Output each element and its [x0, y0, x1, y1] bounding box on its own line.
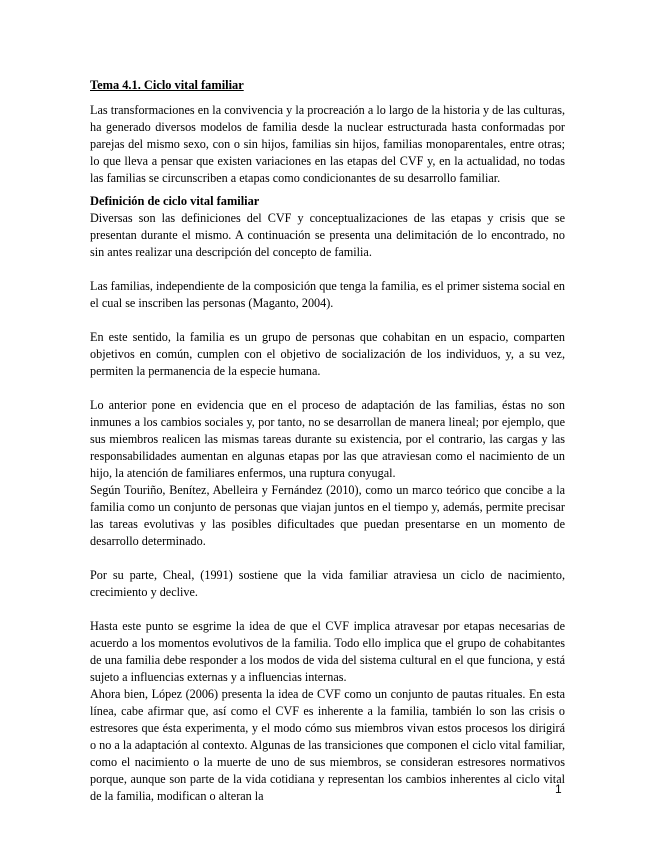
- paragraph: Lo anterior pone en evidencia que en el proceso de adaptación de las familias, éstas no son inmunes a los cambios sociales y, por tanto, no se desarrollan de manera lineal; por ejemplo, que sus miembros realicen las mismas tareas durante su existencia, por el contrario, las cargas y las responsabilidades aumentan en algunas etapas por las que atraviesan como el nacimiento de un hijo, la atención de familiares enfermos, una ruptura conyugal.: [90, 398, 565, 480]
- page-title: Tema 4.1. Ciclo vital familiar: [90, 78, 244, 92]
- paragraph: En este sentido, la familia es un grupo de personas que cohabitan en un espacio, comparten objetivos en común, cumplen con el objetivo de socialización de los individuos, y, a su vez, permiten la permanencia de la especie humana.: [90, 330, 565, 378]
- paragraph: Las familias, independiente de la composición que tenga la familia, es el primer sistema social en el cual se inscriben las personas (Maganto, 2004).: [90, 279, 565, 310]
- paragraph: Por su parte, Cheal, (1991) sostiene que la vida familiar atraviesa un ciclo de nacimiento, crecimiento y declive.: [90, 568, 565, 599]
- paragraph: Hasta este punto se esgrime la idea de que el CVF implica atravesar por etapas necesarias de acuerdo a los momentos evolutivos de la familia. Todo ello implica que el grupo de cohabitantes de una familia debe responder a los modos de vida del sistema cultural en el que funciona, y está sujeto a influencias externas y a influencias internas.: [90, 619, 565, 684]
- section-heading: Definición de ciclo vital familiar: [90, 194, 260, 208]
- paragraph: Según Touriño, Benítez, Abelleira y Fernández (2010), como un marco teórico que concibe a la familia como un conjunto de personas que viajan juntos en el tiempo y, además, permite precisar las tareas evolutivas y las posibles dificultades que puedan presentarse en un momento de desarrollo determinado.: [90, 483, 565, 548]
- page-content: [90, 77, 565, 805]
- paragraph: Diversas son las definiciones del CVF y conceptualizaciones de las etapas y crisis que se presentan durante el mismo. A continuación se presenta una delimitación de lo encontrado, no sin antes realizar una descripción del concepto de familia.: [90, 211, 565, 259]
- paragraph: Ahora bien, López (2006) presenta la idea de CVF como un conjunto de pautas rituales. En esta línea, cabe afirmar que, así como el CVF es inherente a la familia, también lo son las crisis o estresores que ésta experimenta, y el modo cómo sus miembros vivan estos procesos los dirigirá o no a la adaptación al contexto. Algunas de las transiciones que componen el ciclo vital familiar, como el nacimiento o la muerte de uno de sus miembros, se consideran estresores normativos porque, aunque son parte de la vida cotidiana y representan los cambios inherentes al ciclo vital de la familia, modifican o alteran la: [90, 687, 565, 803]
- page-number: 1: [555, 782, 562, 796]
- intro-paragraph: Las transformaciones en la convivencia y la procreación a lo largo de la historia y de las culturas, ha generado diversos modelos de familia desde la nuclear estructurada hasta conformadas por parejas del mismo sexo, con o sin hijos, familias sin hijos, familias monoparentales, entre otras; lo que lleva a pensar que existen variaciones en las etapas del CVF y, en la actualidad, no todas las familias se circunscriben a etapas como condicionantes de su desarrollo familiar.: [90, 103, 565, 185]
